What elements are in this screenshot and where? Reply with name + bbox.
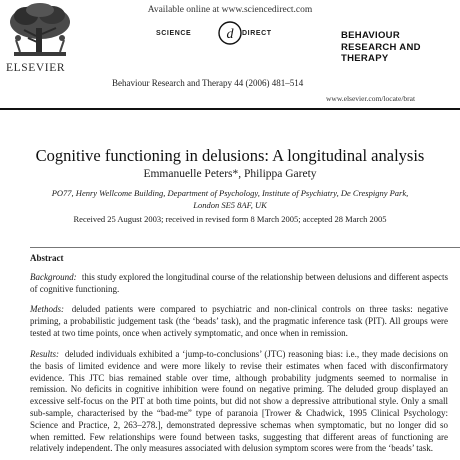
svg-text:d: d [226, 27, 234, 42]
author-affiliation [40, 187, 420, 211]
abstract-background [30, 272, 448, 296]
background-text: this study explored the longitudinal course of the relationship between delusions and different aspects of cognitive functioning. [30, 272, 449, 294]
journal-title-line3: THERAPY [341, 53, 389, 64]
article-authors: Emmanuelle Peters*, Philippa Garety [143, 168, 317, 180]
abstract-divider [30, 247, 460, 248]
available-online-text: Available online at www.sciencedirect.com [147, 5, 313, 15]
journal-title-line2: RESEARCH AND [341, 41, 421, 53]
abstract-heading: Abstract [30, 253, 64, 263]
sciencedirect-left-label: SCIENCE [156, 30, 192, 37]
journal-title-block [341, 30, 421, 65]
article-title: Cognitive functioning in delusions: A longitudinal analysis [35, 146, 425, 165]
affiliation-line2: London SE5 8AF, UK [193, 200, 267, 210]
received-dates: Received 25 August 2003; received in revised form 8 March 2005; accepted 28 March 2005 [73, 214, 387, 224]
abstract-results [30, 349, 448, 455]
journal-citation: Behaviour Research and Therapy 44 (2006) 481–514 [112, 78, 304, 88]
methods-text: deluded patients were compared to psychiatric and non-clinical controls on three tasks: negative priming, a probabilistic judgement task (the ‘beads’ task), and the pragmatic inference task (PIT). All groups were tested at two time points, once when actively symptomatic, and once when in remission. [30, 304, 448, 338]
header-divider [0, 108, 460, 110]
journal-url-link[interactable]: www.elsevier.com/locate/brat [326, 94, 416, 103]
affiliation-line1: PO77, Henry Wellcome Building, Department of Psychology, Institute of Psychiatry, De Crespigny Park, [51, 188, 409, 198]
background-label: Background: [30, 272, 77, 282]
results-text: deluded individuals exhibited a ‘jump-to-conclusions’ (JTC) reasoning bias: i.e., they made decisions on the basis of limited evidence and were more likely to revise their estimates when faced with disconfirmatory evidence. This JTC bias remained stable over time, although probability judgments seemed to normalise in remission. No deficits in cognitive inhibition were found on negative priming. The deluded group displayed an excessive self-focus on the PIT at both time points, but did not show a depressive attributional style. Only a small sub-sample, characterised by the “bad-me” type of paranoia [Trower & Chadwick, 1995 Clinical Psychology: Science and Practice, 2, 263–278.], demonstrated depressive schemas when symptomatic, but no longer did so when remitted. Few relationships were found between tasks, suggesting that different areas of functioning are relatively independent. The only measures associated with delusion symptom scores were from the ‘beads’ task. [30, 349, 448, 454]
methods-label: Methods: [30, 304, 64, 314]
journal-title-line1: BEHAVIOUR [341, 30, 400, 41]
results-label: Results: [30, 349, 59, 359]
abstract-methods [30, 304, 448, 339]
publisher-name: ELSEVIER [6, 62, 66, 74]
sciencedirect-right-label: DIRECT [242, 30, 272, 37]
